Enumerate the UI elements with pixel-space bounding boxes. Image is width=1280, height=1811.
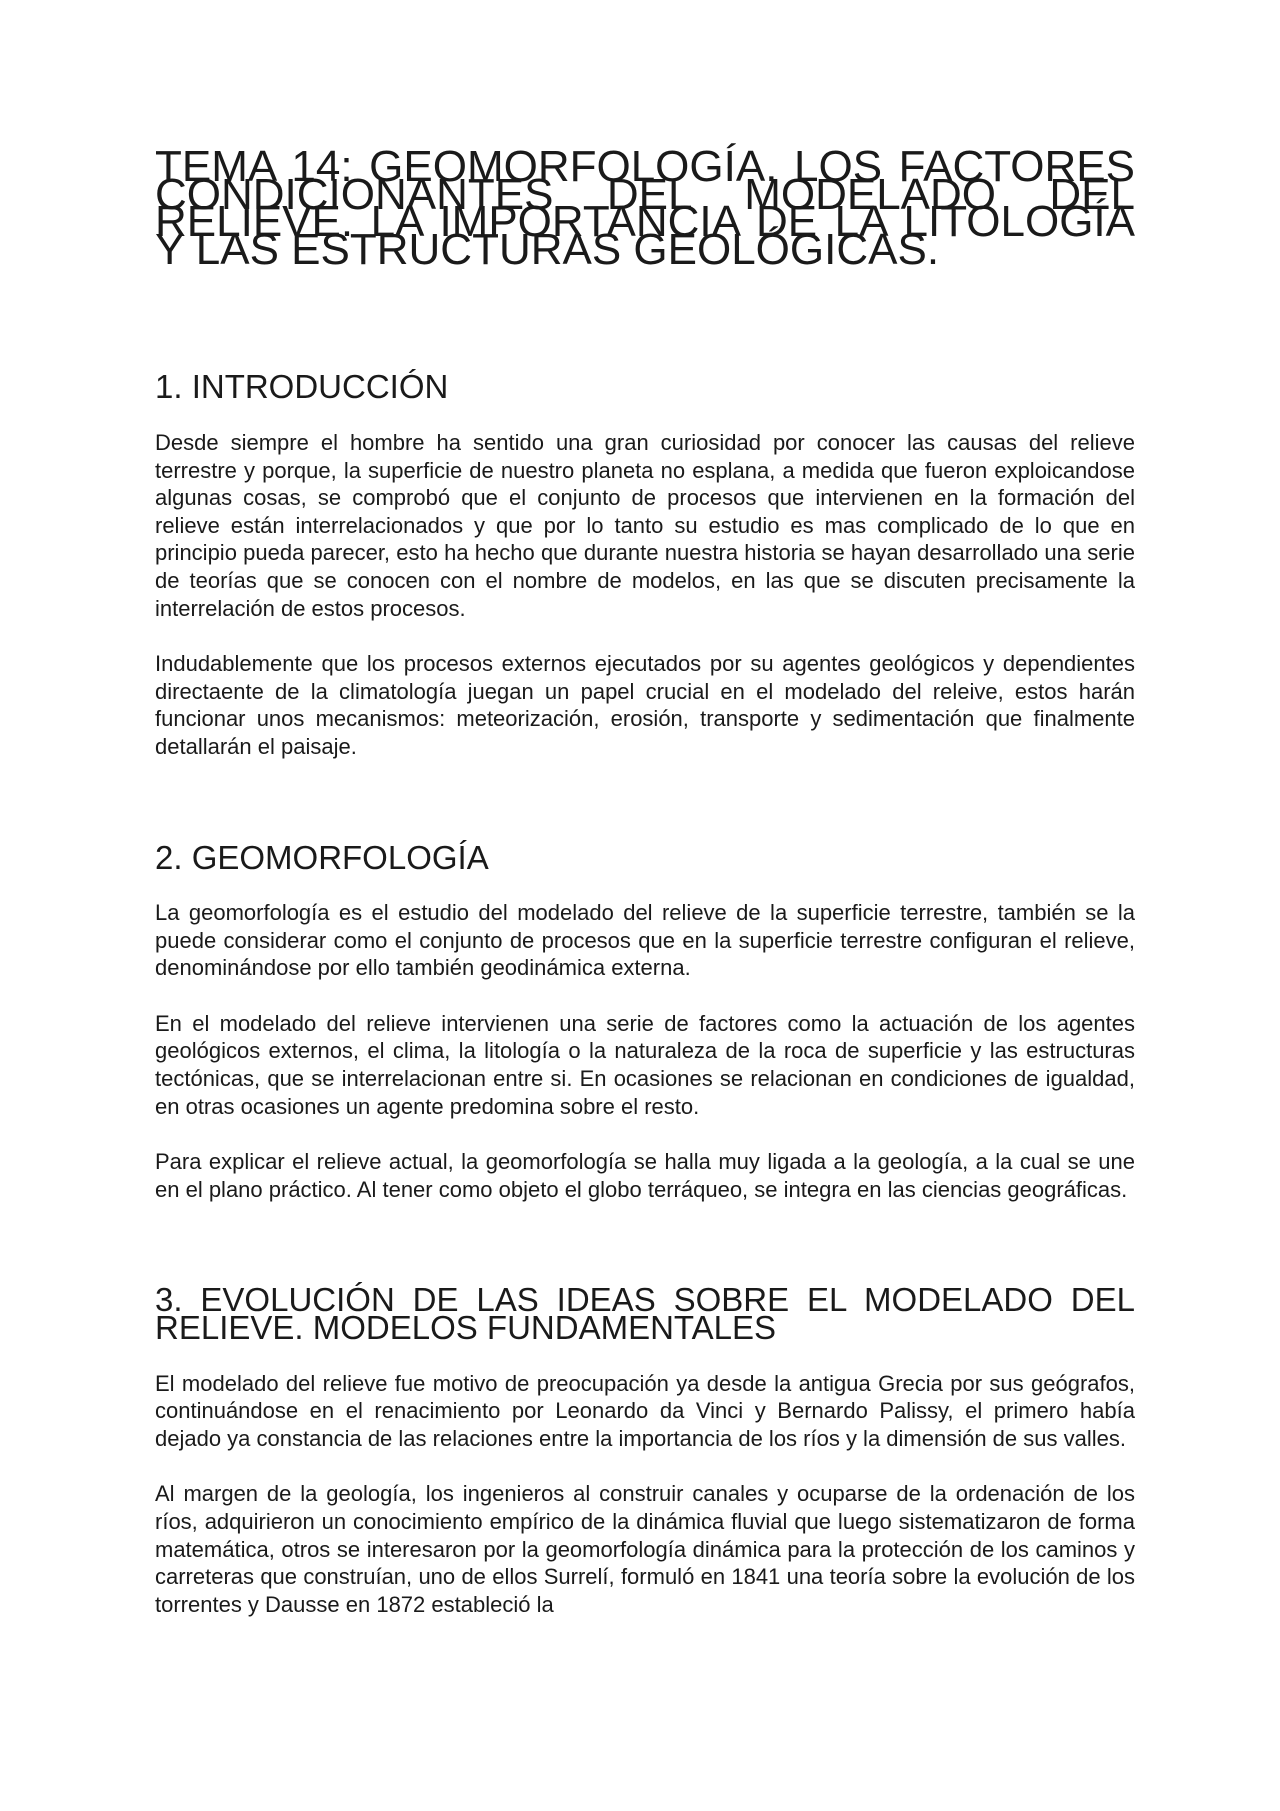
paragraph: La geomorfología es el estudio del modelado del relieve de la superficie terrestre, también se la puede considerar como el conjunto de procesos que en la superficie terrestre configuran el relieve, denominándose por ello también geodinámica externa. <box>155 900 1135 981</box>
paragraph: Desde siempre el hombre ha sentido una gran curiosidad por conocer las causas del relieve terrestre y porque, la superficie de nuestro planeta no esplana, a medida que fueron exploicandose algunas cosas, se comprobó que el conjunto de procesos que intervienen en la formación del relieve están interrelacionados y que por lo tanto su estudio es mas complicado de lo que en principio pueda parecer, esto ha hecho que durante nuestra historia se hayan desarrollado una serie de teorías que se conocen con el nombre de modelos, en las que se discuten precisamente la interrelación de estos procesos. <box>155 429 1135 621</box>
spacer <box>155 761 1135 844</box>
paragraph: Indudablemente que los procesos externos ejecutados por su agentes geológicos y dependientes directaente de la climatología juegan un papel crucial en el modelado del releive, estos harán funcionar unos mecanismos: meteorización, erosión, transporte y sedimentación que finalmente detallarán el paisaje. <box>155 651 1135 759</box>
paragraph: Para explicar el relieve actual, la geomorfología se halla muy ligada a la geología, a la cual se une en el plano práctico. Al tener como objeto el globo terráqueo, se integra en las ciencias geográficas. <box>155 1149 1135 1202</box>
spacer <box>155 1203 1135 1286</box>
paragraph: En el modelado del relieve intervienen una serie de factores como la actuación de los agentes geológicos externos, el clima, la litología o la naturaleza de la roca de superficie y las estructuras tectónicas, que se interrelacionan entre si. En ocasiones se relacionan en condiciones de igualdad, en otras ocasiones un agente predomina sobre el resto. <box>155 1010 1135 1119</box>
document-title: TEMA 14: GEOMORFOLOGÍA. LOS FACTORES CONDICIONANTES DEL MODELADO DEL RELIEVE. LA IMPORTANCIA DE LA LITOLOGÍA Y LAS ESTRUCTURAS GEOLÓGICAS. <box>155 142 1135 274</box>
section-geomorfologia <box>155 838 1135 1204</box>
section-evolucion <box>155 1281 1135 1618</box>
section-heading: 3. EVOLUCIÓN DE LAS IDEAS SOBRE EL MODELADO DEL RELIEVE. MODELOS FUNDAMENTALES <box>155 1281 1135 1347</box>
paragraph: Al margen de la geología, los ingenieros al construir canales y ocuparse de la ordenación de los ríos, adquirieron un conocimiento empírico de la dinámica fluvial que luego sistematizaron de forma matemática, otros se interesaron por la geomorfología dinámica para la protección de los caminos y carreteras que construían, uno de ellos Surrelí, formuló en 1841 una teoría sobre la evolución de los torrentes y Dausse en 1872 estableció la <box>155 1481 1135 1617</box>
section-heading: 2. GEOMORFOLOGÍA <box>155 838 489 876</box>
spacer <box>155 263 1135 373</box>
paragraph: El modelado del relieve fue motivo de preocupación ya desde la antigua Grecia por sus geógrafos, continuándose en el renacimiento por Leonardo da Vinci y Bernardo Palissy, el primero había dejado ya constancia de las relaciones entre la importancia de los ríos y la dimensión de sus valles. <box>155 1370 1135 1451</box>
section-heading: 1. INTRODUCCIÓN <box>155 368 449 406</box>
document-page <box>155 142 1135 1618</box>
section-introduccion <box>155 368 1135 760</box>
